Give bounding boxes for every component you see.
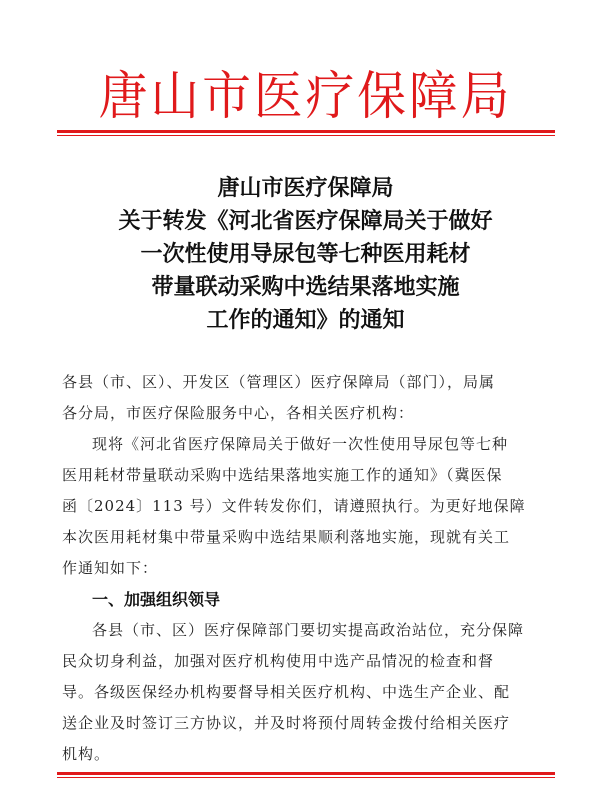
masthead-rule-thin xyxy=(57,135,555,136)
addressee-paragraph xyxy=(62,367,548,429)
title-line: 唐山市医疗保障局 xyxy=(217,176,394,201)
text-line: 民众切身利益，加强对医疗机构使用中选产品情况的检查和督 xyxy=(62,652,495,670)
title-line: 关于转发《河北省医疗保障局关于做好 xyxy=(118,209,493,234)
text-line: 各县（市、区）、开发区（管理区）医疗保障局（部门），局属 xyxy=(62,373,496,391)
title-line: 带量联动采购中选结果落地实施 xyxy=(151,275,460,300)
text-line: 机构。 xyxy=(62,745,111,763)
footer-rule-thin xyxy=(57,777,555,778)
text-line: 医用耗材带量联动采购中选结果落地实施工作的通知》（冀医保 xyxy=(62,466,503,484)
section1-paragraph xyxy=(62,615,548,770)
footer-rule-thick xyxy=(57,772,555,775)
title-line: 一次性使用导尿包等七种医用耗材 xyxy=(140,242,471,267)
text-line: 各县（市、区）医疗保障部门要切实提高政治站位，充分保障 xyxy=(92,621,525,639)
text-line: 各分局，市医疗保险服务中心，各相关医疗机构： xyxy=(62,404,415,422)
text-line: 导。各级医保经办机构要督导相关医疗机构、中选生产企业、配 xyxy=(62,683,511,701)
text-line: 作通知如下： xyxy=(62,559,159,577)
masthead-rule-thick xyxy=(57,130,555,133)
text-line: 本次医用耗材集中带量采购中选结果顺利落地实施，现就有关工 xyxy=(62,528,511,546)
text-line: 函〔2024〕113 号）文件转发你们，请遵照执行。为更好地保障 xyxy=(62,497,526,515)
agency-masthead: 唐山市医疗保障局 xyxy=(98,67,513,127)
title-line: 工作的通知》的通知 xyxy=(206,308,405,333)
text-line: 现将《河北省医疗保障局关于做好一次性使用导尿包等七种 xyxy=(92,435,509,453)
text-line: 送企业及时签订三方协议，并及时将预付周转金拨付给相关医疗 xyxy=(62,714,511,732)
body-paragraph xyxy=(62,429,548,584)
section-heading: 一、加强组织领导 xyxy=(92,590,221,609)
